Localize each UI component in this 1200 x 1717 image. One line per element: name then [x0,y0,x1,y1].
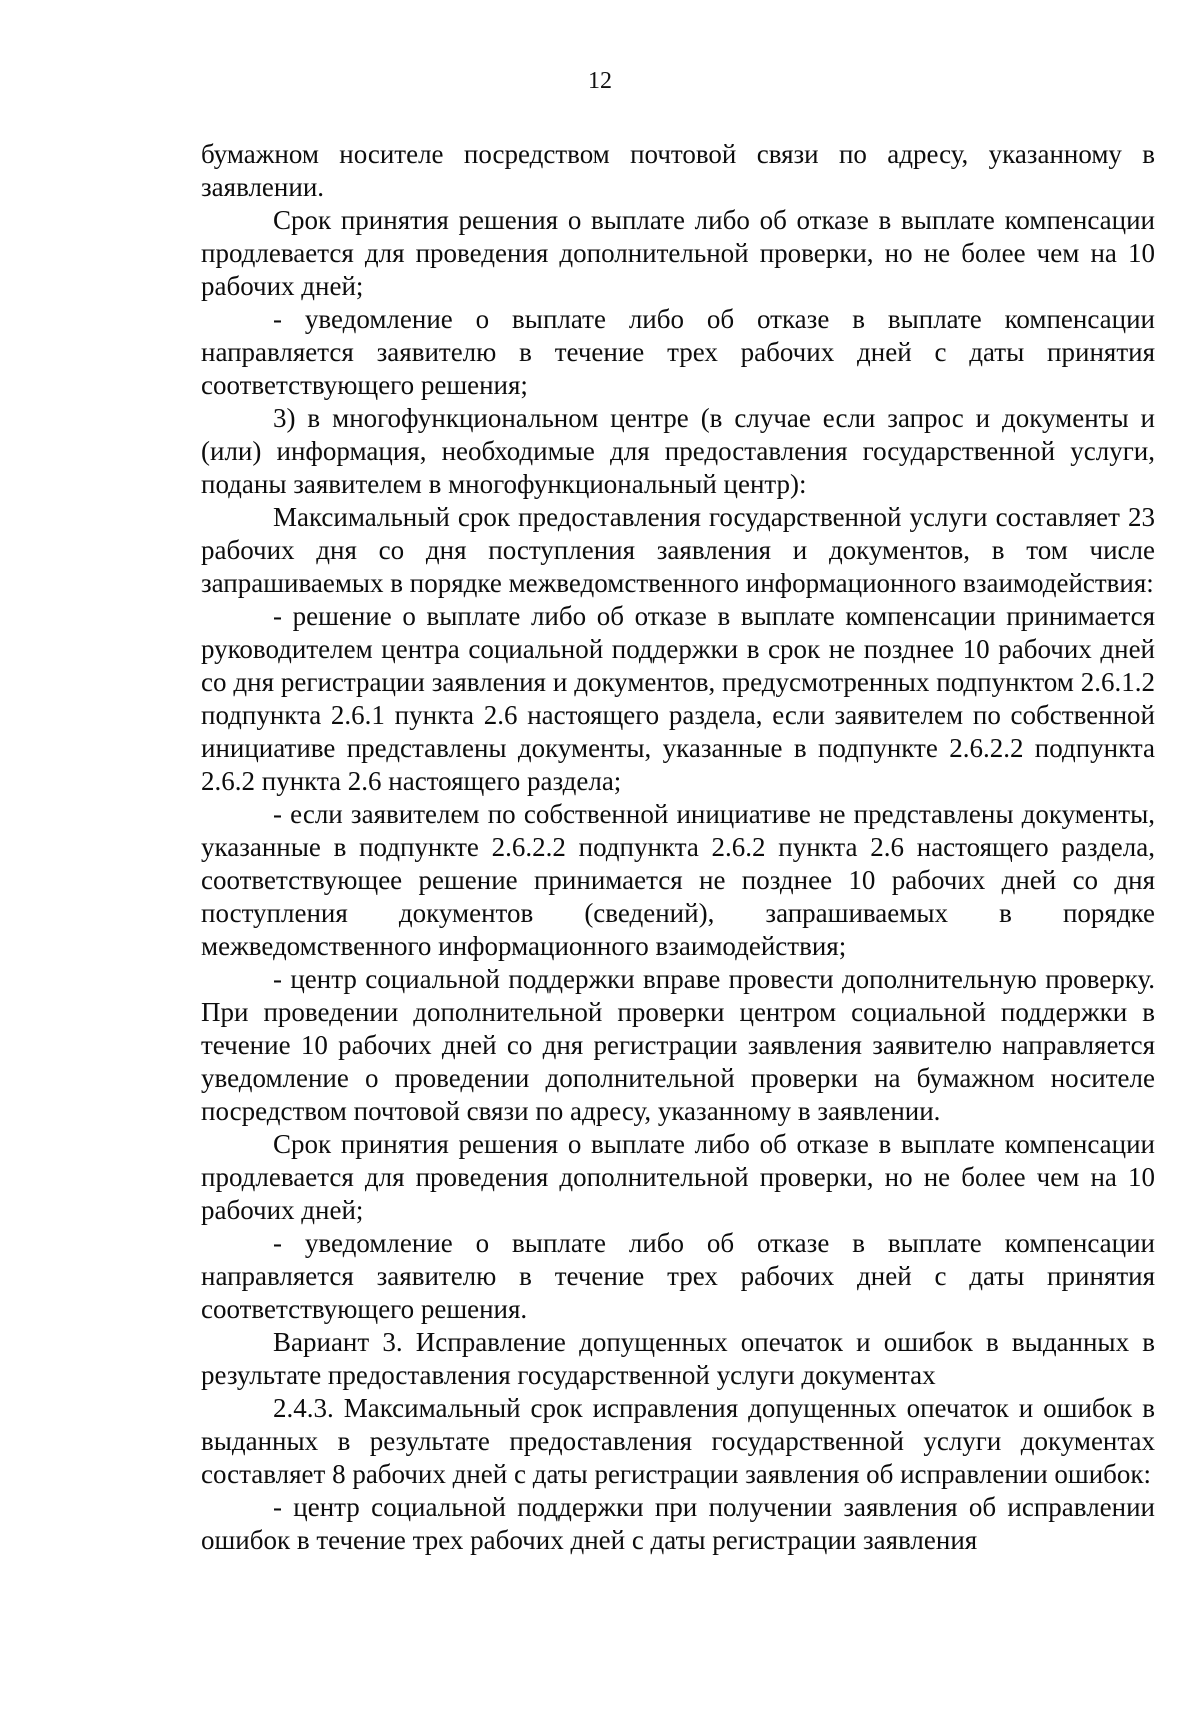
paragraph: - если заявителем по собственной инициативе не представлены документы, указанные в подпункте 2.6.2.2 подпункта 2.6.2 пункта 2.6 настоящего раздела, соответствующее решение принимается не позднее 10 рабочих дней со дня поступления документов (сведений), запрашиваемых в порядке межведомственного информационного взаимодействия; [201,799,1155,961]
paragraph: Максимальный срок предоставления государственной услуги составляет 23 рабочих дня со дня поступления заявления и документов, в том числе запрашиваемых в порядке межведомственного информационного взаимодействия: [201,502,1155,598]
paragraph: - уведомление о выплате либо об отказе в выплате компенсации направляется заявителю в течение трех рабочих дней с даты принятия соответствующего решения. [201,1228,1155,1324]
paragraph: Срок принятия решения о выплате либо об отказе в выплате компенсации продлевается для проведения дополнительной проверки, но не более чем на 10 рабочих дней; [201,1129,1155,1225]
paragraph: 2.4.3. Максимальный срок исправления допущенных опечаток и ошибок в выданных в результате предоставления государственной услуги документах составляет 8 рабочих дней с даты регистрации заявления об исправлении ошибок: [201,1393,1155,1489]
paragraph: Срок принятия решения о выплате либо об отказе в выплате компенсации продлевается для проведения дополнительной проверки, но не более чем на 10 рабочих дней; [201,205,1155,301]
paragraph: Вариант 3. Исправление допущенных опечаток и ошибок в выданных в результате предоставления государственной услуги документах [201,1327,1155,1390]
paragraph: 3) в многофункциональном центре (в случае если запрос и документы и (или) информация, необходимые для предоставления государственной услуги, поданы заявителем в многофункциональный центр): [201,403,1155,499]
paragraph: - уведомление о выплате либо об отказе в выплате компенсации направляется заявителю в течение трех рабочих дней с даты принятия соответствующего решения; [201,304,1155,400]
paragraph: - решение о выплате либо об отказе в выплате компенсации принимается руководителем центра социальной поддержки в срок не позднее 10 рабочих дней со дня регистрации заявления и документов, предусмотренных подпунктом 2.6.1.2 подпункта 2.6.1 пункта 2.6 настоящего раздела, если заявителем по собственной инициативе представлены документы, указанные в подпункте 2.6.2.2 подпункта 2.6.2 пункта 2.6 настоящего раздела; [201,601,1155,796]
page-number: 12 [588,68,612,94]
paragraph: бумажном носителе посредством почтовой связи по адресу, указанному в заявлении. [201,139,1155,202]
document-body [201,138,1155,1557]
paragraph: - центр социальной поддержки вправе провести дополнительную проверку. При проведении дополнительной проверки центром социальной поддержки в течение 10 рабочих дней со дня регистрации заявления заявителю направляется уведомление о проведении дополнительной проверки на бумажном носителе посредством почтовой связи по адресу, указанному в заявлении. [201,964,1155,1126]
paragraph: - центр социальной поддержки при получении заявления об исправлении ошибок в течение трех рабочих дней с даты регистрации заявления [201,1492,1155,1555]
